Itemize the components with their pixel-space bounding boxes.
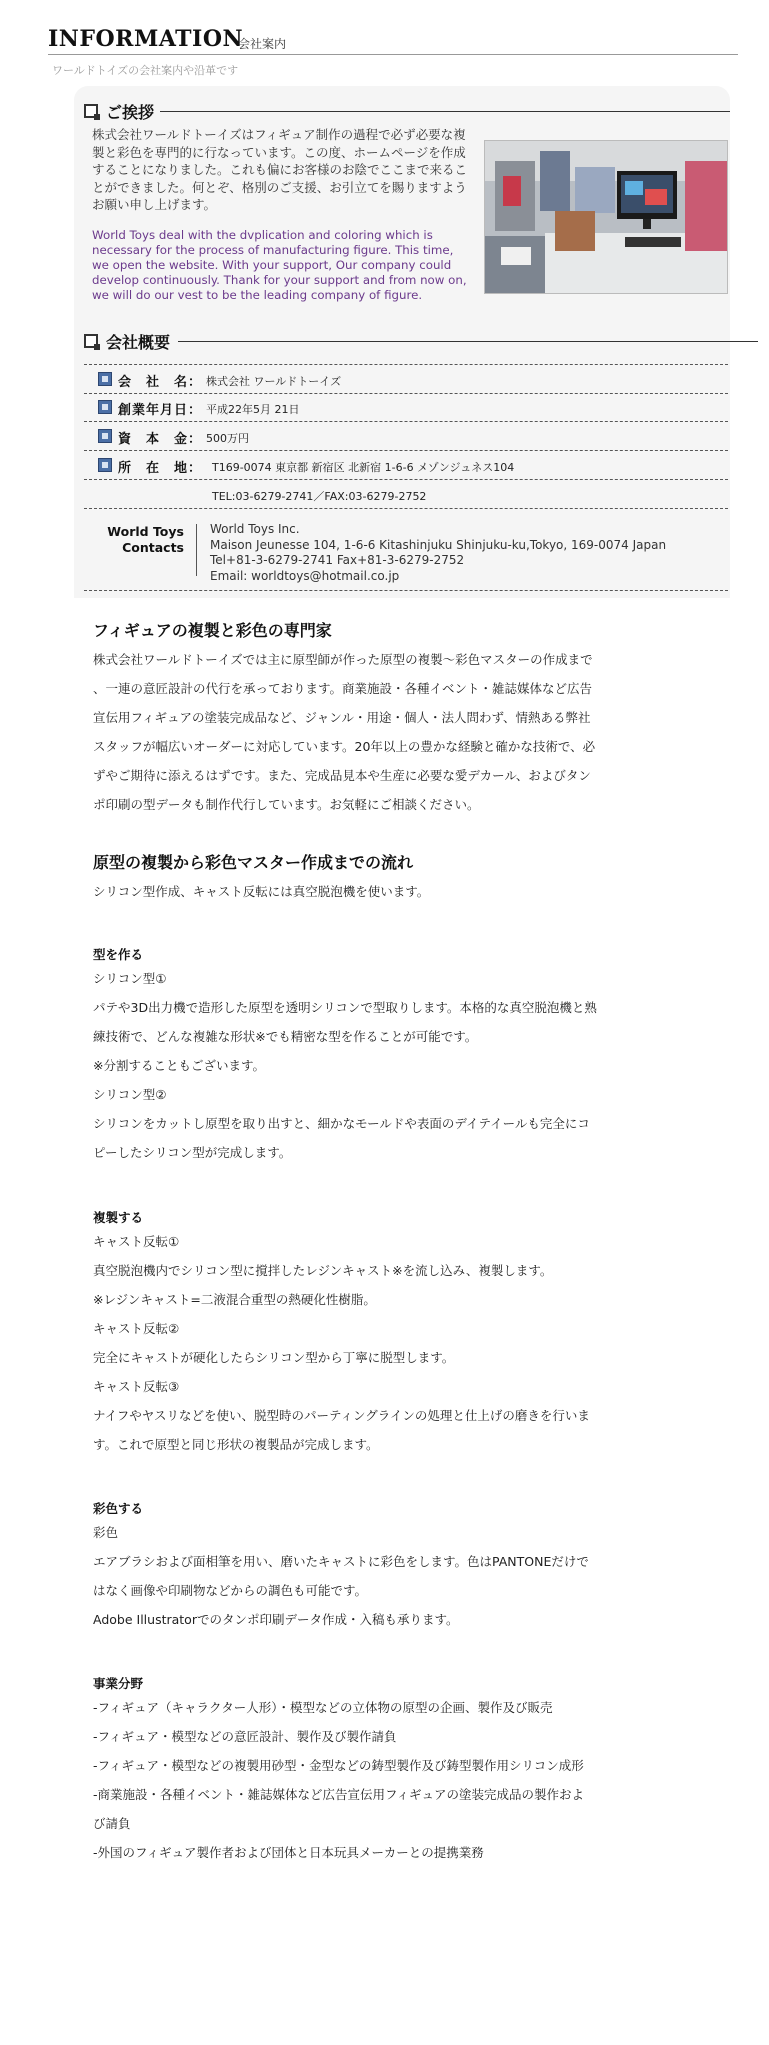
subsection-title-copy: 複製する [93,1210,144,1225]
text-line: ピーしたシリコン型が完成します。 [93,1145,292,1160]
contacts-label-line: World Toys [107,524,184,539]
text-line: ポ印刷の型データも制作代行しています。お気軽にご相談ください。 [93,797,480,812]
text-line: 株式会社ワールドトーイズでは主に原型師が作った原型の複製〜彩色マスターの作成まで [93,652,593,667]
subsection-color-text [93,1518,653,1634]
subsection-copy-text [93,1227,653,1459]
overview-row-founded [84,393,728,422]
section-title-flow: 原型の複製から彩色マスター作成までの流れ [93,853,414,872]
section-icon [84,104,98,118]
subsection-mold-text [93,964,653,1167]
note-icon [98,372,112,386]
text-line: エアブラシおよび面相筆を用い、磨いたキャストに彩色をします。色はPANTONEだけで [93,1554,589,1569]
text-line: 宣伝用フィギュアの塗装完成品など、ジャンル・用途・個人・法人問わず、情熱ある弊社 [93,710,591,725]
text-line: ずやご期待に添えるはずです。また、完成品見本や生産に必要な愛デカール、およびタン [93,768,591,783]
text-line: キャスト反転③ [93,1379,180,1394]
overview-row-tel [84,480,728,509]
row-value: T169-0074 東京都 新宿区 北新宿 1-6-6 メゾンジュネス104 [212,461,515,474]
contacts-line: Tel+81-3-6279-2741 Fax+81-3-6279-2752 [210,553,465,567]
greeting-heading [78,100,730,124]
row-label: 会 社 名： [118,375,203,390]
text-line: シリコン型① [93,971,167,986]
section-icon [84,334,98,348]
subsection-title-color: 彩色する [93,1501,144,1516]
contacts-email: Email: worldtoys@hotmail.co.jp [210,568,400,583]
text-line: Adobe Illustratorでのタンポ印刷データ作成・入稿も承ります。 [93,1612,459,1627]
text-line: 真空脱泡機内でシリコン型に撹拌したレジンキャスト※を流し込み、複製します。 [93,1263,553,1278]
section-specialist-text [93,645,653,819]
row-value: 株式会社 ワールドトーイズ [206,375,342,388]
heading-rule [160,111,730,112]
text-line: はなく画像や印刷物などからの調色も可能です。 [93,1583,368,1598]
row-label: 所 在 地： [118,461,203,476]
text-line: スタッフが幅広いオーダーに対応しています。20年以上の豊かな経験と確かな技術で、必 [93,739,596,754]
contacts-label [84,524,184,556]
note-icon [98,429,112,443]
row-label: 資 本 金： [118,432,203,447]
text-line: す。これで原型と同じ形状の複製品が完成します。 [93,1437,379,1452]
text-line: -フィギュア・模型などの複製用砂型・金型などの鋳型製作及び鋳型製作用シリコン成形 [93,1758,584,1773]
overview-row-address [84,451,728,480]
subsection-title-business: 事業分野 [93,1676,144,1691]
text-line: ナイフやヤスリなどを使い、脱型時のパーティングラインの処理と仕上げの磨きを行いま [93,1408,590,1423]
contacts-line: World Toys Inc. [210,522,300,536]
office-photo [484,140,728,294]
text-line: び請負 [93,1816,131,1831]
greeting-text-en: World Toys deal with the dvplication and coloring which is necessary for the process of manufacturing figure. This time, we open the website. With your support, Our company could develop continuously. Thank for your support and from now on, we will do our vest to be the leading company of figure. [92,228,467,302]
page-subtitle: ワールドトイズの会社案内や沿革です [52,64,239,77]
note-icon [98,458,112,472]
contacts-line: Maison Jeunesse 104, 1-6-6 Kitashinjuku Shinjuku-ku,Tokyo, 169-0074 Japan [210,537,667,552]
text-line: -フィギュア・模型などの意匠設計、製作及び製作請負 [93,1729,397,1744]
heading-rule [178,341,758,342]
text-line: シリコン型② [93,1087,167,1102]
text-line: -外国のフィギュア製作者および団体と日本玩具メーカーとの提携業務 [93,1845,484,1860]
subsection-title-mold: 型を作る [93,947,144,962]
note-icon [98,400,112,414]
text-line: 、一連の意匠設計の代行を承っております。商業施設・各種イベント・雑誌媒体など広告 [93,681,593,696]
text-line: 彩色 [93,1525,119,1540]
greeting-title: ご挨拶 [106,103,155,122]
row-value: 平成22年5月 21日 [206,403,300,416]
row-label: 創業年月日： [118,403,203,418]
contacts-block [84,510,728,591]
row-value: TEL:03-6279-2741／FAX:03-6279-2752 [212,490,427,503]
text-line: 完全にキャストが硬化したらシリコン型から丁寧に脱型します。 [93,1350,455,1365]
section-title-specialist: フィギュアの複製と彩色の専門家 [93,621,332,640]
text-line: ※レジンキャスト=二液混合重型の熱硬化性樹脂。 [93,1292,376,1307]
page-title: INFORMATION [48,26,244,52]
text-line: -フィギュア（キャラクター人形）・模型などの立体物の原型の企画、製作及び販売 [93,1700,553,1715]
overview-row-name [84,364,728,394]
text-line: ※分割することもございます。 [93,1058,265,1073]
text-line: シリコンをカットし原型を取り出すと、細かなモールドや表面のデイテイールも完全にコ [93,1116,590,1131]
overview-title: 会社概要 [106,333,171,352]
overview-row-capital [84,422,728,451]
overview-heading [78,330,730,354]
page-title-jp: 会社案内 [238,37,287,51]
text-line: 練技術で、どんな複雑な形状※でも精密な型を作ることが可能です。 [93,1029,478,1044]
contacts-label-line: Contacts [122,540,184,555]
page-header [48,26,738,55]
greeting-text-jp: 株式会社ワールドトーイズはフィギュア制作の過程で必ず必要な複製と彩色を専門的に行なっています。この度、ホームページを作成することになりました。これも偏にお客様のお陰でここまで来ることができました。何とぞ、格別のご支援、お引立てを賜りますようお願い申し上げます。 [92,127,468,212]
row-value: 500万円 [206,432,249,445]
text-line: パテや3D出力機で造形した原型を透明シリコンで型取りします。本格的な真空脱泡機と熟 [93,1000,597,1015]
contacts-divider [196,524,197,576]
text-line: -商業施設・各種イベント・雑誌媒体など広告宣伝用フィギュアの塗装完成品の製作およ [93,1787,585,1802]
section-flow-intro: シリコン型作成、キャスト反転には真空脱泡機を使います。 [93,884,430,899]
contacts-values [210,522,666,584]
text-line: キャスト反転① [93,1234,180,1249]
subsection-business-list [93,1693,653,1867]
text-line: キャスト反転② [93,1321,180,1336]
